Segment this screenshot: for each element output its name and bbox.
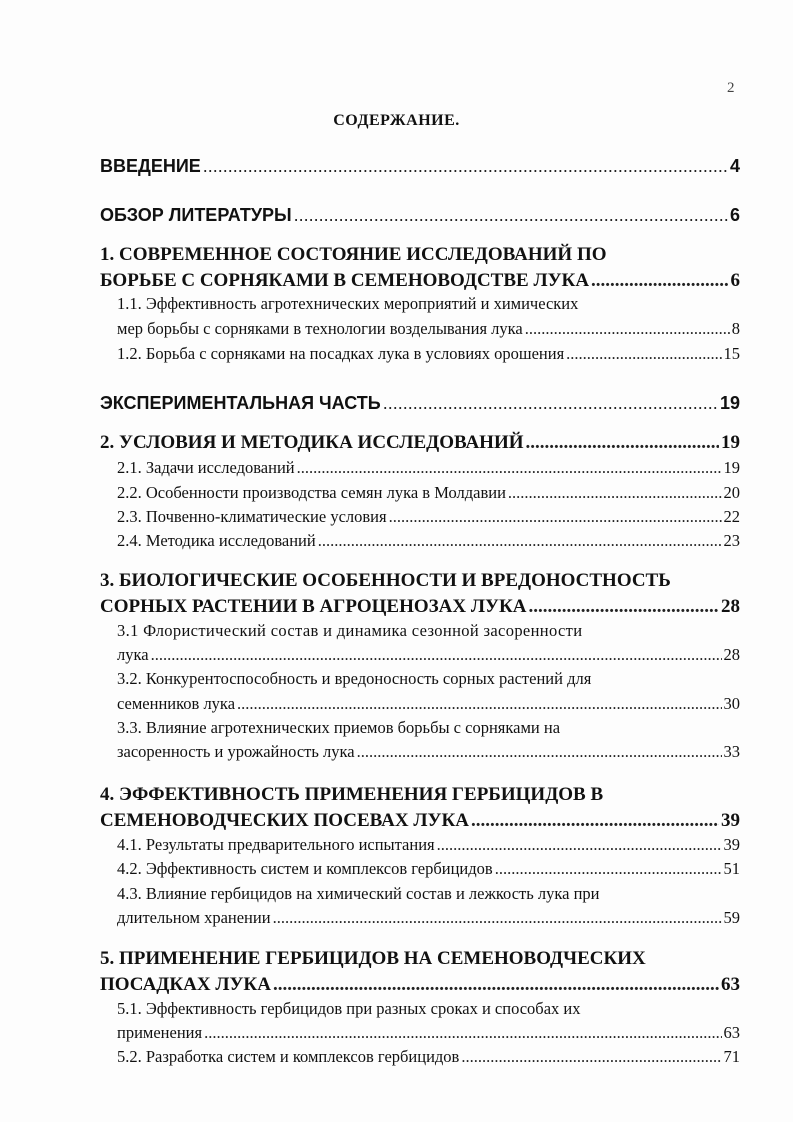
toc-leader	[526, 432, 719, 454]
toc-entry-title: лука	[117, 645, 149, 664]
toc-page-ref: 19	[719, 393, 740, 413]
toc-leader	[528, 596, 719, 618]
toc-page-ref: 39	[723, 835, 740, 854]
toc-leader	[237, 694, 721, 714]
toc-page-ref: 59	[723, 908, 740, 927]
chapter-5-title-line1: 5. ПРИМЕНЕНИЕ ГЕРБИЦИДОВ НА СЕМЕНОВОДЧЕСКИХ	[100, 948, 646, 969]
chapter-3-title-line1: 3. БИОЛОГИЧЕСКИЕ ОСОБЕННОСТИ И ВРЕДОНОСТНОСТЬ	[100, 570, 671, 591]
toc-leader	[273, 908, 722, 928]
toc-page-ref: 15	[723, 344, 740, 363]
toc-entry-chapter-1[interactable]	[100, 270, 740, 292]
toc-page-ref: 28	[721, 596, 740, 617]
chapter-4-title-line1: 4. ЭФФЕКТИВНОСТЬ ПРИМЕНЕНИЯ ГЕРБИЦИДОВ В	[100, 784, 604, 805]
toc-page-ref: 19	[723, 458, 740, 477]
toc-entry-section-1-1[interactable]	[117, 319, 740, 339]
toc-entry-section-3-1[interactable]	[117, 645, 740, 665]
toc-entry-section-4-2[interactable]	[117, 859, 740, 879]
toc-page-ref: 71	[723, 1047, 740, 1066]
toc-entry-title: ВВЕДЕНИЕ	[100, 156, 201, 176]
toc-leader	[203, 156, 728, 177]
toc-entry-section-3-2[interactable]	[117, 694, 740, 714]
toc-entry-section-5-1[interactable]	[117, 1023, 740, 1043]
toc-leader	[297, 458, 722, 478]
section-4-3-title-line1: 4.3. Влияние гербицидов на химический состав и лежкость лука при	[117, 884, 600, 903]
toc-entry-section-2-2[interactable]	[117, 483, 740, 503]
toc-entry-chapter-5[interactable]	[100, 974, 740, 996]
section-5-1-title-line1: 5.1. Эффективность гербицидов при разных сроках и способах их	[117, 999, 581, 1018]
toc-page-ref: 30	[723, 694, 740, 713]
toc-entry-title: 2. УСЛОВИЯ И МЕТОДИКА ИССЛЕДОВАНИЙ	[100, 432, 524, 453]
toc-entry-section-2-4[interactable]	[117, 531, 740, 551]
toc-entry-section-1-2[interactable]	[117, 344, 740, 364]
toc-entry-title: семенников лука	[117, 694, 236, 713]
chapter-1-title-line1: 1. СОВРЕМЕННОЕ СОСТОЯНИЕ ИССЛЕДОВАНИЙ ПО	[100, 244, 607, 265]
toc-leader	[204, 1023, 721, 1043]
toc-entry-chapter-3[interactable]	[100, 596, 740, 618]
section-3-3-title-line1: 3.3. Влияние агротехнических приемов борьбы с сорняками на	[117, 718, 561, 737]
toc-page-ref: 20	[723, 483, 740, 502]
section-1-1-title-line1: 1.1. Эффективность агротехнических мероприятий и химических	[117, 294, 579, 313]
toc-entry-intro[interactable]	[100, 156, 740, 177]
toc-page-ref: 39	[721, 810, 740, 831]
section-3-2-title-line1: 3.2. Конкурентоспособность и вредоносность сорных растений для	[117, 669, 592, 688]
toc-entry-title: ПОСАДКАХ ЛУКА	[100, 974, 271, 995]
toc-entry-title: мер борьбы с сорняками в технологии возделывания лука	[117, 319, 523, 338]
toc-entry-title: 2.1. Задачи исследований	[117, 458, 295, 477]
toc-leader	[566, 344, 721, 364]
toc-leader	[591, 270, 728, 292]
toc-entry-title: засоренность и урожайность лука	[117, 742, 355, 761]
toc-page-ref: 6	[729, 205, 740, 225]
toc-entry-title: ОБЗОР ЛИТЕРАТУРЫ	[100, 205, 292, 225]
toc-page-ref: 28	[723, 645, 740, 664]
toc-entry-title: 2.2. Особенности производства семян лука в Молдавии	[117, 483, 506, 502]
page-number: 2	[727, 80, 735, 96]
toc-entry-chapter-2[interactable]	[100, 432, 740, 454]
toc-leader	[437, 835, 722, 855]
toc-entry-chapter-4[interactable]	[100, 810, 740, 832]
toc-title: СОДЕРЖАНИЕ.	[333, 112, 460, 129]
toc-entry-title: 4.1. Результаты предварительного испытания	[117, 835, 435, 854]
toc-leader	[273, 974, 719, 996]
toc-entry-section-4-1[interactable]	[117, 835, 740, 855]
toc-entry-title: длительном хранении	[117, 908, 271, 927]
toc-leader	[357, 742, 722, 762]
toc-entry-title: 1.2. Борьба с сорняками на посадках лука в условиях орошения	[117, 344, 565, 363]
toc-entry-title: 4.2. Эффективность систем и комплексов гербицидов	[117, 859, 493, 878]
toc-entry-section-3-3[interactable]	[117, 742, 740, 762]
toc-leader	[318, 531, 722, 551]
toc-page-ref: 33	[723, 742, 740, 761]
toc-leader	[151, 645, 722, 665]
toc-entry-title: СЕМЕНОВОДЧЕСКИХ ПОСЕВАХ ЛУКА	[100, 810, 469, 831]
toc-page-ref: 8	[731, 319, 740, 338]
toc-page-ref: 19	[721, 432, 740, 453]
toc-entry-title: 2.4. Методика исследований	[117, 531, 316, 550]
toc-entry-title: применения	[117, 1023, 203, 1042]
toc-entry-section-2-1[interactable]	[117, 458, 740, 478]
toc-page-ref: 63	[721, 974, 740, 995]
toc-leader	[525, 319, 730, 339]
toc-entry-title: БОРЬБЕ С СОРНЯКАМИ В СЕМЕНОВОДСТВЕ ЛУКА	[100, 270, 590, 291]
toc-entry-title: СОРНЫХ РАСТЕНИИ В АГРОЦЕНОЗАХ ЛУКА	[100, 596, 527, 617]
toc-entry-experimental[interactable]	[100, 393, 740, 414]
toc-leader	[294, 205, 728, 226]
toc-entry-section-4-3[interactable]	[117, 908, 740, 928]
section-3-1-title-line1: 3.1 Флористический состав и динамика сезонной засоренности	[117, 621, 583, 640]
toc-leader	[383, 393, 718, 414]
toc-page-ref: 6	[730, 270, 740, 291]
toc-entry-section-2-3[interactable]	[117, 507, 740, 527]
toc-page-ref: 4	[729, 156, 740, 176]
toc-page-ref: 22	[723, 507, 740, 526]
toc-leader	[461, 1047, 721, 1067]
toc-entry-literature-review[interactable]	[100, 205, 740, 226]
toc-page-ref: 51	[723, 859, 740, 878]
toc-leader	[495, 859, 722, 879]
toc-entry-title: ЭКСПЕРИМЕНТАЛЬНАЯ ЧАСТЬ	[100, 393, 381, 413]
toc-entry-title: 5.2. Разработка систем и комплексов гербицидов	[117, 1047, 460, 1066]
toc-page-ref: 63	[723, 1023, 740, 1042]
toc-entry-section-5-2[interactable]	[117, 1047, 740, 1067]
toc-leader	[508, 483, 722, 503]
toc-leader	[389, 507, 722, 527]
toc-entry-title: 2.3. Почвенно-климатические условия	[117, 507, 387, 526]
toc-leader	[471, 810, 719, 832]
toc-page-ref: 23	[723, 531, 740, 550]
